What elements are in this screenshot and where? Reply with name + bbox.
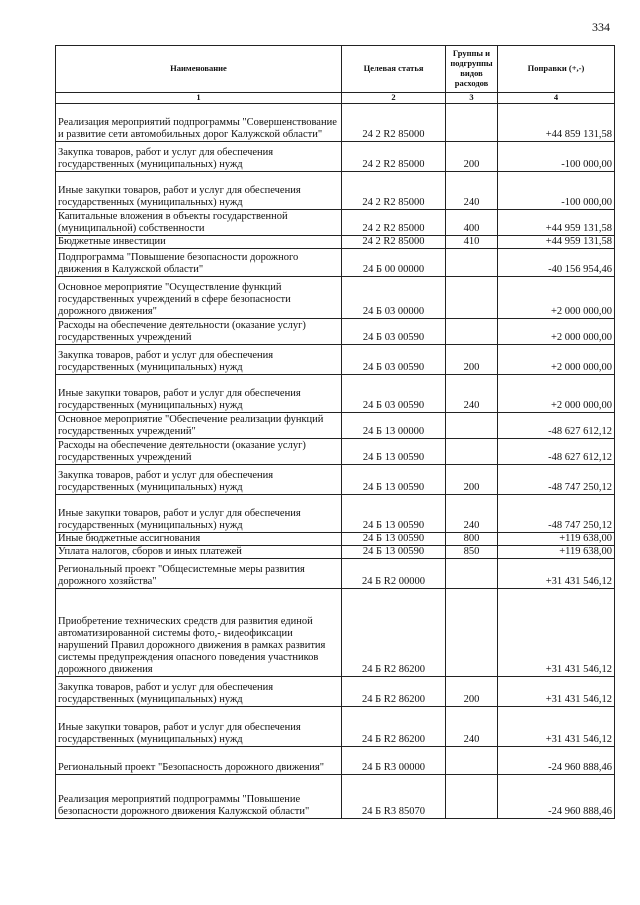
row-target-article: 24 Б R3 00000 xyxy=(342,746,446,774)
row-target-article: 24 Б R2 86200 xyxy=(342,588,446,676)
row-amendment: +2 000 000,00 xyxy=(498,318,615,344)
row-expense-group: 240 xyxy=(446,706,498,746)
table-row xyxy=(56,558,615,588)
table-row xyxy=(56,318,615,344)
table-row xyxy=(56,746,615,774)
row-target-article: 24 2 R2 85000 xyxy=(342,103,446,141)
row-amendment: +31 431 546,12 xyxy=(498,558,615,588)
column-number: 2 xyxy=(342,93,446,104)
table-row xyxy=(56,706,615,746)
row-amendment: +119 638,00 xyxy=(498,545,615,558)
table-row xyxy=(56,235,615,248)
column-number-row xyxy=(56,93,615,104)
row-expense-group: 240 xyxy=(446,374,498,412)
row-amendment: -24 960 888,46 xyxy=(498,774,615,818)
row-name: Приобретение технических средств для развития единой автоматизированной системы фото,- видеофиксации нарушений Правил дорожного движения в рамках развития системы предупреждения опасного поведения участников дорожного движения xyxy=(56,588,342,676)
row-target-article: 24 Б 13 00000 xyxy=(342,412,446,438)
table-row xyxy=(56,374,615,412)
table-row xyxy=(56,438,615,464)
row-name: Закупка товаров, работ и услуг для обеспечения государственных (муниципальных) нужд xyxy=(56,344,342,374)
row-name: Иные закупки товаров, работ и услуг для обеспечения государственных (муниципальных) нужд xyxy=(56,171,342,209)
row-expense-group: 200 xyxy=(446,141,498,171)
table-row xyxy=(56,141,615,171)
table-row xyxy=(56,494,615,532)
row-target-article: 24 Б R3 85070 xyxy=(342,774,446,818)
row-expense-group xyxy=(446,438,498,464)
row-target-article: 24 Б 03 00590 xyxy=(342,318,446,344)
row-amendment: -100 000,00 xyxy=(498,141,615,171)
header-expense-groups: Группы и подгруппы видов расходов xyxy=(446,46,498,93)
row-name: Расходы на обеспечение деятельности (оказание услуг) государственных учреждений xyxy=(56,438,342,464)
table-row xyxy=(56,103,615,141)
row-expense-group: 850 xyxy=(446,545,498,558)
row-expense-group xyxy=(446,276,498,318)
row-amendment: -48 747 250,12 xyxy=(498,464,615,494)
row-target-article: 24 Б 03 00590 xyxy=(342,374,446,412)
row-expense-group: 800 xyxy=(446,532,498,545)
row-name: Закупка товаров, работ и услуг для обеспечения государственных (муниципальных) нужд xyxy=(56,141,342,171)
row-expense-group xyxy=(446,412,498,438)
row-target-article: 24 Б R2 00000 xyxy=(342,558,446,588)
table-row xyxy=(56,464,615,494)
table-row xyxy=(56,344,615,374)
row-name: Капитальные вложения в объекты государственной (муниципальной) собственности xyxy=(56,209,342,235)
row-name: Реализация мероприятий подпрограммы "Повышение безопасности дорожного движения Калужской области" xyxy=(56,774,342,818)
row-name: Основное мероприятие "Осуществление функций государственных учреждений в сфере безопасности дорожного движения" xyxy=(56,276,342,318)
table-row xyxy=(56,209,615,235)
row-target-article: 24 2 R2 85000 xyxy=(342,209,446,235)
budget-amendments-table xyxy=(55,45,615,819)
row-amendment: -48 627 612,12 xyxy=(498,438,615,464)
table-row xyxy=(56,774,615,818)
table-row xyxy=(56,676,615,706)
row-expense-group xyxy=(446,558,498,588)
row-amendment: +31 431 546,12 xyxy=(498,676,615,706)
row-expense-group xyxy=(446,248,498,276)
row-target-article: 24 2 R2 85000 xyxy=(342,171,446,209)
row-name: Иные закупки товаров, работ и услуг для обеспечения государственных (муниципальных) нужд xyxy=(56,374,342,412)
row-amendment: +2 000 000,00 xyxy=(498,276,615,318)
row-name: Региональный проект "Общесистемные меры развития дорожного хозяйства" xyxy=(56,558,342,588)
row-amendment: -100 000,00 xyxy=(498,171,615,209)
row-target-article: 24 Б 13 00590 xyxy=(342,494,446,532)
row-amendment: +44 859 131,58 xyxy=(498,103,615,141)
row-target-article: 24 Б R2 86200 xyxy=(342,706,446,746)
row-amendment: +44 959 131,58 xyxy=(498,235,615,248)
row-target-article: 24 Б R2 86200 xyxy=(342,676,446,706)
row-name: Региональный проект "Безопасность дорожного движения" xyxy=(56,746,342,774)
table-row xyxy=(56,171,615,209)
row-name: Бюджетные инвестиции xyxy=(56,235,342,248)
row-amendment: -24 960 888,46 xyxy=(498,746,615,774)
row-expense-group: 240 xyxy=(446,494,498,532)
row-amendment: -48 627 612,12 xyxy=(498,412,615,438)
header-amendments: Поправки (+,-) xyxy=(498,46,615,93)
row-target-article: 24 Б 00 00000 xyxy=(342,248,446,276)
row-expense-group: 400 xyxy=(446,209,498,235)
row-name: Подпрограмма "Повышение безопасности дорожного движения в Калужской области" xyxy=(56,248,342,276)
row-name: Реализация мероприятий подпрограммы "Совершенствование и развитие сети автомобильных дорог Калужской области" xyxy=(56,103,342,141)
header-row xyxy=(56,46,615,93)
column-number: 1 xyxy=(56,93,342,104)
row-target-article: 24 Б 13 00590 xyxy=(342,438,446,464)
row-amendment: +31 431 546,12 xyxy=(498,588,615,676)
row-target-article: 24 2 R2 85000 xyxy=(342,141,446,171)
row-expense-group xyxy=(446,746,498,774)
row-expense-group xyxy=(446,774,498,818)
row-expense-group: 240 xyxy=(446,171,498,209)
row-expense-group: 410 xyxy=(446,235,498,248)
row-expense-group: 200 xyxy=(446,464,498,494)
row-expense-group: 200 xyxy=(446,344,498,374)
header-name: Наименование xyxy=(56,46,342,93)
header-target-article: Целевая статья xyxy=(342,46,446,93)
column-number: 3 xyxy=(446,93,498,104)
row-expense-group xyxy=(446,588,498,676)
row-name: Уплата налогов, сборов и иных платежей xyxy=(56,545,342,558)
row-target-article: 24 Б 03 00590 xyxy=(342,344,446,374)
row-amendment: +2 000 000,00 xyxy=(498,344,615,374)
row-name: Иные бюджетные ассигнования xyxy=(56,532,342,545)
table-row xyxy=(56,412,615,438)
table-body xyxy=(56,103,615,818)
row-target-article: 24 Б 03 00000 xyxy=(342,276,446,318)
row-target-article: 24 2 R2 85000 xyxy=(342,235,446,248)
row-amendment: +119 638,00 xyxy=(498,532,615,545)
row-target-article: 24 Б 13 00590 xyxy=(342,532,446,545)
row-amendment: -40 156 954,46 xyxy=(498,248,615,276)
row-amendment: -48 747 250,12 xyxy=(498,494,615,532)
row-target-article: 24 Б 13 00590 xyxy=(342,464,446,494)
row-name: Иные закупки товаров, работ и услуг для обеспечения государственных (муниципальных) нужд xyxy=(56,706,342,746)
row-name: Основное мероприятие "Обеспечение реализации функций государственных учреждений" xyxy=(56,412,342,438)
row-expense-group xyxy=(446,318,498,344)
row-expense-group xyxy=(446,103,498,141)
table-row xyxy=(56,545,615,558)
row-name: Закупка товаров, работ и услуг для обеспечения государственных (муниципальных) нужд xyxy=(56,464,342,494)
column-number: 4 xyxy=(498,93,615,104)
row-amendment: +2 000 000,00 xyxy=(498,374,615,412)
row-name: Закупка товаров, работ и услуг для обеспечения государственных (муниципальных) нужд xyxy=(56,676,342,706)
row-name: Иные закупки товаров, работ и услуг для обеспечения государственных (муниципальных) нужд xyxy=(56,494,342,532)
row-amendment: +44 959 131,58 xyxy=(498,209,615,235)
table-row xyxy=(56,248,615,276)
row-target-article: 24 Б 13 00590 xyxy=(342,545,446,558)
row-amendment: +31 431 546,12 xyxy=(498,706,615,746)
row-expense-group: 200 xyxy=(446,676,498,706)
table-row xyxy=(56,276,615,318)
table-row xyxy=(56,532,615,545)
row-name: Расходы на обеспечение деятельности (оказание услуг) государственных учреждений xyxy=(56,318,342,344)
table-row xyxy=(56,588,615,676)
page-number: 334 xyxy=(592,20,610,34)
